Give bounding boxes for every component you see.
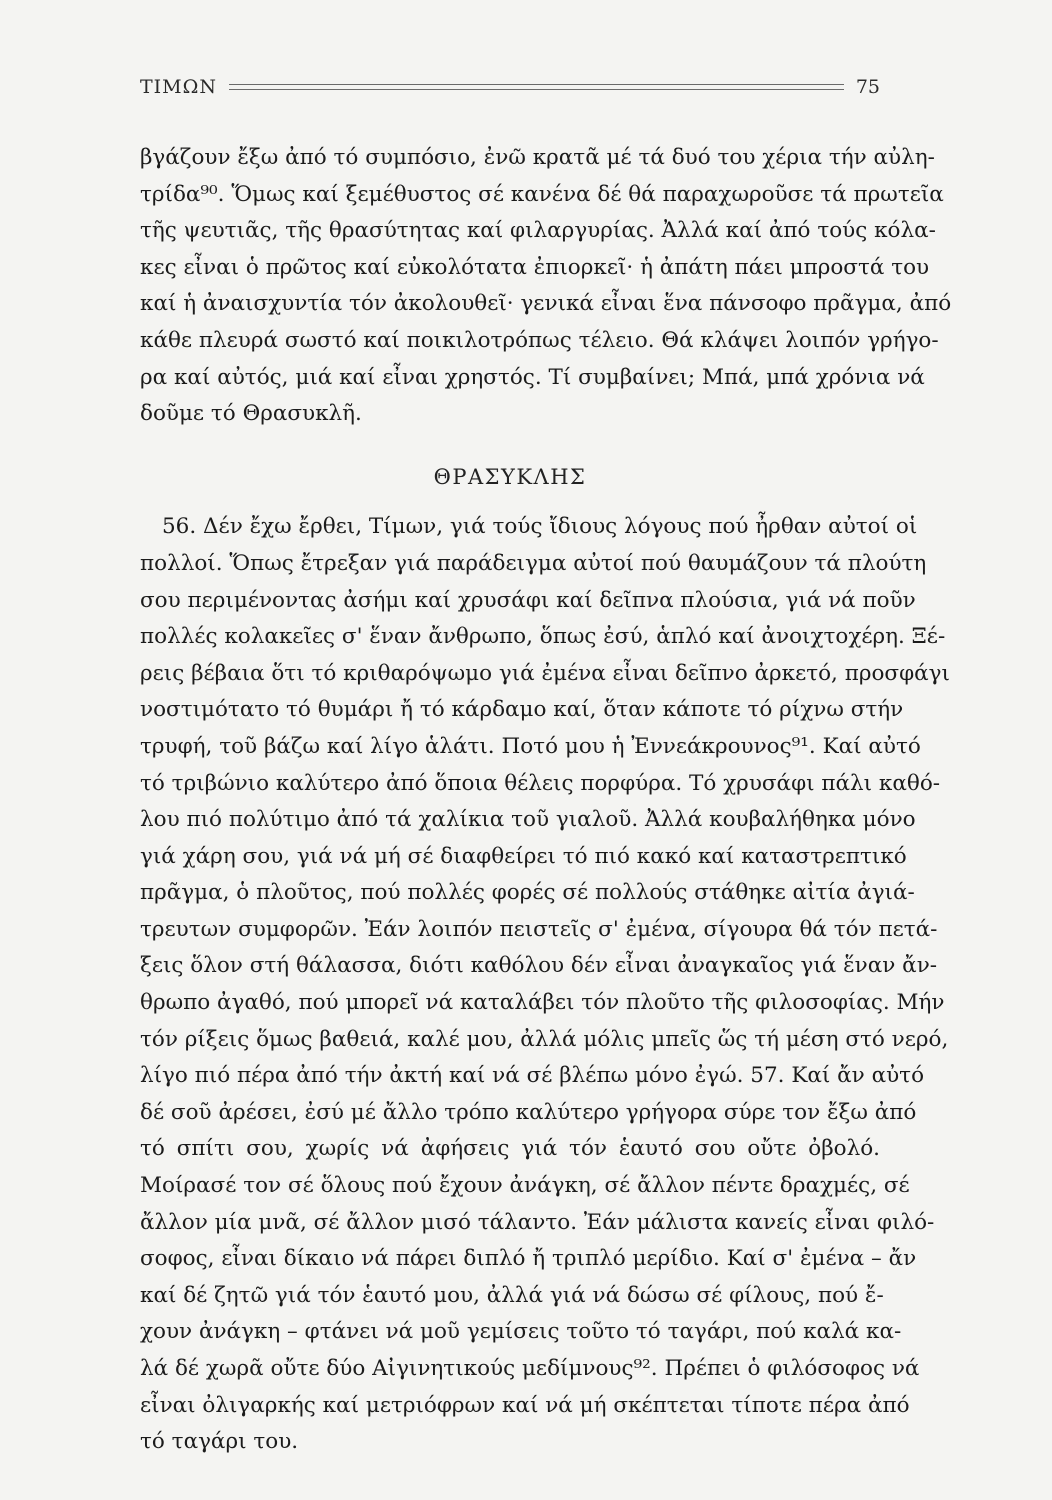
page-number: 75	[855, 76, 880, 98]
paragraph-2	[140, 509, 950, 1460]
text-line: πολλές κολακεῖες σ' ἕναν ἄνθρωπο, ὅπως ἐσύ, ἁπλό καί ἀνοιχτοχέρη. Ξέ-	[140, 624, 946, 650]
header-rule	[229, 84, 844, 90]
text-line: τρυφή, τοῦ βάζω καί λίγο ἁλάτι. Ποτό μου ἡ Ἐννεάκρουνος⁹¹. Καί αὐτό	[140, 733, 921, 759]
body-text	[140, 140, 952, 1461]
text-line: θρωπο ἀγαθό, πού μπορεῖ νά καταλάβει τόν πλοῦτο τῆς φιλοσοφίας. Μήν	[140, 990, 945, 1016]
text-line: πρᾶγμα, ὁ πλοῦτος, πού πολλές φορές σέ πολλούς στάθηκε αἰτία ἀγιά-	[140, 880, 915, 906]
text-line: τρίδα⁹⁰. Ὅμως καί ξεμέθυστος σέ κανένα δέ θά παραχωροῦσε τά πρωτεῖα	[140, 181, 944, 207]
text-line: τρευτων συμφορῶν. Ἐάν λοιπόν πειστεῖς σ' ἐμένα, σίγουρα θά τόν πετά-	[140, 916, 938, 942]
text-line: νοστιμότατο τό θυμάρι ἤ τό κάρδαμο καί, ὅταν κάποτε τό ρίχνω στήν	[140, 697, 904, 723]
text-line: σου περιμένοντας ἀσήμι καί χρυσάφι καί δεῖπνα πλούσια, γιά νά ποῦν	[140, 587, 916, 613]
text-line: σοφος, εἶναι δίκαιο νά πάρει διπλό ἤ τριπλό μερίδιο. Καί σ' ἐμένα – ἄν	[140, 1246, 917, 1272]
text-line: χουν ἀνάγκη – φτάνει νά μοῦ γεμίσεις τοῦτο τό ταγάρι, πού καλά κα-	[140, 1319, 902, 1345]
text-line: τό ταγάρι του.	[140, 1429, 299, 1455]
text-line: εἶναι ὀλιγαρκής καί μετριόφρων καί νά μή σκέπτεται τίποτε πέρα ἀπό	[140, 1392, 910, 1418]
text-line: δέ σοῦ ἀρέσει, ἐσύ μέ ἄλλο τρόπο καλύτερο γρήγορα σύρε τον ἔξω ἀπό	[140, 1099, 917, 1125]
text-line: βγάζουν ἔξω ἀπό τό συμπόσιο, ἐνῶ κρατᾶ μέ τά δυό του χέρια τήν αὐλη-	[140, 145, 935, 170]
paragraph-1	[140, 140, 952, 433]
text-line: τῆς ψευτιᾶς, τῆς θρασύτητας καί φιλαργυρίας. Ἀλλά καί ἀπό τούς κόλα-	[140, 218, 936, 244]
text-line: καί ἡ ἀναισχυντία τόν ἀκολουθεῖ· γενικά εἶναι ἕνα πάνσοφο πρᾶγμα, ἀπό	[140, 291, 952, 317]
text-line: τόν ρίξεις ὅμως βαθειά, καλέ μου, ἀλλά μόλις μπεῖς ὥς τή μέση στό νερό,	[140, 1026, 949, 1052]
text-line: ἄλλον μία μνᾶ, σέ ἄλλον μισό τάλαντο. Ἐάν μάλιστα κανείς εἶναι φιλό-	[140, 1209, 935, 1235]
text-line: πολλοί. Ὅπως ἔτρεξαν γιά παράδειγμα αὐτοί πού θαυμάζουν τά πλούτη	[140, 550, 927, 576]
text-line: κάθε πλευρά σωστό καί ποικιλοτρόπως τέλειο. Θά κλάψει λοιπόν γρήγο-	[140, 327, 939, 353]
text-line: 56. Δέν ἔχω ἔρθει, Τίμων, γιά τούς ἴδιους λόγους πού ἦρθαν αὐτοί οἱ	[162, 514, 918, 540]
running-title: ΤΙΜΩΝ	[140, 76, 218, 98]
text-line: λίγο πιό πέρα ἀπό τήν ἀκτή καί νά σέ βλέπω μόνο ἐγώ. 57. Καί ἄν αὐτό	[140, 1063, 925, 1089]
text-line: καί δέ ζητῶ γιά τόν ἑαυτό μου, ἀλλά γιά νά δώσω σέ φίλους, πού ἔ-	[140, 1282, 884, 1308]
text-line: ξεις ὅλον στή θάλασσα, διότι καθόλου δέν εἶναι ἀναγκαῖος γιά ἕναν ἄν-	[140, 953, 938, 979]
text-line: ρα καί αὐτός, μιά καί εἶναι χρηστός. Τί συμβαίνει; Μπά, μπά χρόνια νά	[140, 364, 925, 390]
text-line: Μοίρασέ τον σέ ὅλους πού ἔχουν ἀνάγκη, σέ ἄλλον πέντε δραχμές, σέ	[140, 1173, 910, 1199]
text-line: τό σπίτι σου, χωρίς νά ἀφήσεις γιά τόν ἑαυτό σου οὔτε ὀβολό.	[140, 1136, 880, 1162]
text-line: λου πιό πολύτιμο ἀπό τά χαλίκια τοῦ γιαλοῦ. Ἀλλά κουβαλήθηκα μόνο	[140, 807, 916, 833]
section-heading: ΘΡΑΣΥΚΛΗΣ	[433, 464, 587, 489]
text-line: τό τριβώνιο καλύτερο ἀπό ὅποια θέλεις πορφύρα. Τό χρυσάφι πάλι καθό-	[140, 770, 941, 796]
text-line: κες εἶναι ὁ πρῶτος καί εὐκολότατα ἐπιορκεῖ· ἡ ἀπάτη πάει μπροστά του	[140, 254, 930, 280]
text-line: δοῦμε τό Θρασυκλῆ.	[140, 401, 362, 427]
running-header	[140, 72, 880, 102]
text-line: λά δέ χωρᾶ οὔτε δύο Αἰγινητικούς μεδίμνους⁹². Πρέπει ὁ φιλόσοφος νά	[140, 1356, 920, 1381]
text-line: γιά χάρη σου, γιά νά μή σέ διαφθείρει τό πιό κακό καί καταστρεπτικό	[140, 843, 907, 869]
text-line: ρεις βέβαια ὅτι τό κριθαρόψωμο γιά ἐμένα εἶναι δεῖπνο ἀρκετό, προσφάγι	[140, 660, 950, 686]
